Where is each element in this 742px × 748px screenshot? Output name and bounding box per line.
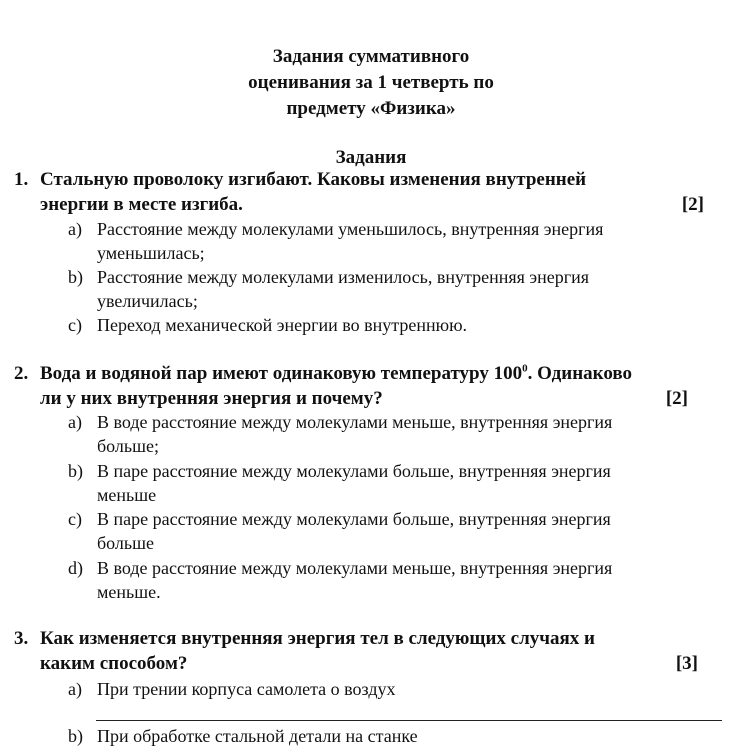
score-badge: [3] xyxy=(675,653,698,674)
score-badge: [2] xyxy=(681,194,704,215)
question-text-line-1: Стальную проволоку изгибают. Каковы изменения внутренней xyxy=(40,169,587,190)
score-badge: [2] xyxy=(665,388,688,409)
question-text-line-1: Как изменяется внутренняя энергия тел в следующих случаях и xyxy=(40,628,595,649)
option-letter: c) xyxy=(68,315,82,335)
option-text-line-1: При обработке стальной детали на станке xyxy=(97,726,418,746)
option-letter: a) xyxy=(68,412,82,432)
question-text-line-2: каким способом? xyxy=(40,653,188,674)
option-text-line-1: В воде расстояние между молекулами меньше, внутренняя энергия xyxy=(97,412,613,432)
option-letter: b) xyxy=(68,726,83,746)
option-letter: a) xyxy=(68,679,82,699)
option-text-line-1: В паре расстояние между молекулами больше, внутренняя энергия xyxy=(97,509,611,529)
option-text-line-2: меньше. xyxy=(97,582,161,602)
option-letter: b) xyxy=(68,461,83,481)
option-text-line-1: При трении корпуса самолета о воздух xyxy=(97,679,396,699)
option-letter: a) xyxy=(68,219,82,239)
option-letter: c) xyxy=(68,509,82,529)
doc-title-line-3: предмету «Физика» xyxy=(286,98,456,119)
degree-superscript: 0 xyxy=(522,362,528,375)
option-text-line-2: увеличилась; xyxy=(97,291,198,311)
option-text-line-1: Расстояние между молекулами изменилось, внутренняя энергия xyxy=(97,267,590,287)
option-text-line-1: Расстояние между молекулами уменьшилось, внутренняя энергия xyxy=(97,219,604,239)
question-number: 3. xyxy=(14,628,29,649)
doc-title-line-1: Задания суммативного xyxy=(272,46,470,67)
section-heading: Задания xyxy=(335,147,407,168)
question-text-line-2: энергии в месте изгиба. xyxy=(40,194,243,215)
option-text-line-2: больше xyxy=(97,533,154,553)
answer-line xyxy=(96,720,722,721)
option-letter: d) xyxy=(68,558,83,578)
question-text-line-2: ли у них внутренняя энергия и почему? xyxy=(40,388,383,409)
option-text-line-1: В воде расстояние между молекулами меньше, внутренняя энергия xyxy=(97,558,613,578)
option-letter: b) xyxy=(68,267,83,287)
option-text-line-1: Переход механической энергии во внутреннюю. xyxy=(97,315,468,335)
question-text-line-1 xyxy=(40,362,632,386)
option-text-line-1: В паре расстояние между молекулами больше, внутренняя энергия xyxy=(97,461,611,481)
option-text-line-2: больше; xyxy=(97,436,159,456)
question-text-part: Вода и водяной пар имеют одинаковую температуру 100 xyxy=(40,363,523,384)
option-text-line-2: уменьшилась; xyxy=(97,243,205,263)
option-text-line-2: меньше xyxy=(97,485,157,505)
question-text-part: . Одинаково xyxy=(527,363,633,384)
question-number: 2. xyxy=(14,363,29,384)
question-number: 1. xyxy=(14,169,29,190)
doc-title-line-2: оценивания за 1 четверть по xyxy=(248,72,494,93)
